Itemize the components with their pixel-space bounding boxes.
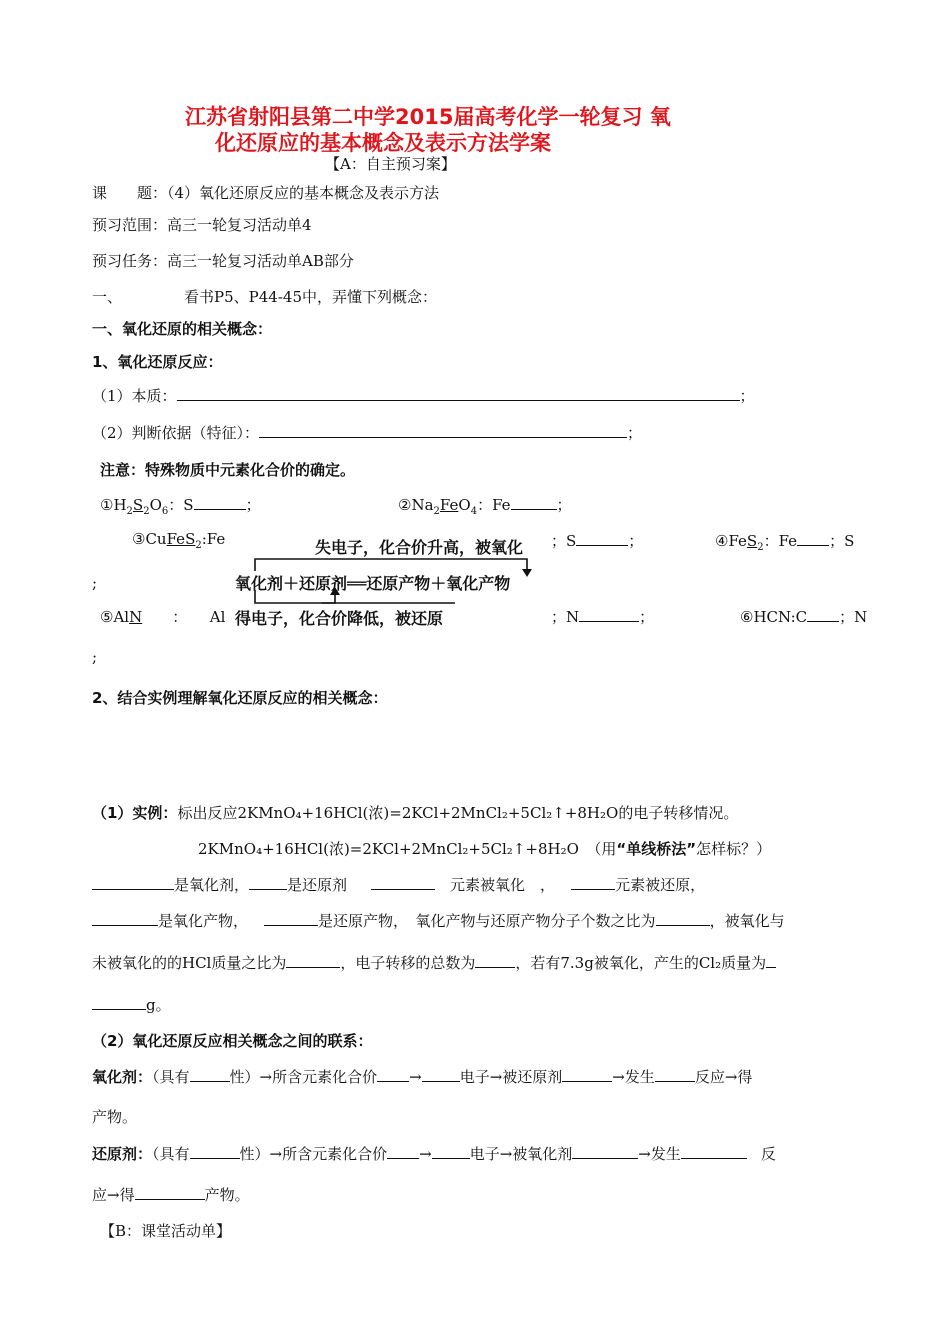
item-3: ③CuFeS$_2$:Fe: [132, 530, 226, 551]
oxidant-agent-blank[interactable]: [562, 1067, 612, 1082]
item-6: ⑥HCN:C ；N: [740, 608, 868, 626]
item-5: ⑤AlN ： Al: [100, 608, 226, 626]
item-3-s: ；S ；: [551, 532, 644, 550]
reductant-agent-blank[interactable]: [572, 1144, 638, 1159]
topic-row: [92, 182, 439, 203]
mass-ratio-blank[interactable]: [286, 953, 340, 968]
read-text: 看书P5、P44-45中，弄懂下列概念：: [184, 288, 437, 306]
basis-label: （2）判断依据（特征）：: [92, 424, 260, 442]
item-1-blank[interactable]: [194, 495, 246, 510]
example-text: 标出反应2KMnO₄+16HCl(浓)=2KCl+2MnCl₂+5Cl₂↑+8H₂O的电子转移情况。: [177, 804, 739, 822]
essence-label: （1）本质：: [92, 387, 177, 405]
reductant-product-blank[interactable]: [135, 1185, 205, 1200]
reduction-product-blank[interactable]: [264, 911, 318, 926]
example-label: （1）实例：: [92, 804, 178, 822]
reductant-electron-blank[interactable]: [432, 1144, 470, 1159]
ratio-blank[interactable]: [656, 911, 710, 926]
task-text: 高三一轮复习活动单AB部分: [167, 252, 354, 270]
task-label: 预习任务：: [92, 252, 168, 270]
fill-line-3: 未被氧化的的HCl质量之比为 ，电子转移的总数为 ，若有7.3g被氧化，产生的Cl₂质量为: [92, 952, 776, 973]
semicolon-2: ;: [92, 648, 98, 666]
oxidant-reaction-blank[interactable]: [655, 1067, 695, 1082]
oxidant-row-cont: 产物。: [92, 1108, 138, 1126]
title-line2: 化还原应的基本概念及表示方法学案: [215, 131, 551, 155]
basis-blank[interactable]: [259, 423, 627, 438]
item-5-n-blank[interactable]: [579, 607, 639, 622]
oxidant-valence-blank[interactable]: [377, 1067, 409, 1082]
diagram-top-label: 失电子，化合价升高，被氧化: [315, 538, 524, 557]
essence-blank[interactable]: [177, 386, 740, 401]
read-num: 一、: [92, 288, 123, 306]
item-2: $②Na_2FeO_4$：Fe ；: [398, 496, 572, 517]
item-5-n: ；N ；: [551, 608, 655, 626]
cl2-mass-blank-a[interactable]: [766, 953, 776, 968]
oxidant-property-blank[interactable]: [190, 1067, 230, 1082]
reduced-element-blank[interactable]: [571, 875, 615, 890]
cl2-mass-blank[interactable]: [92, 995, 146, 1010]
item-4: ④FeS$_2$：Fe ；S: [715, 532, 855, 553]
basis-row: [92, 422, 642, 443]
reductant-reaction-blank[interactable]: [681, 1144, 747, 1159]
equation-row: 2KMnO₄+16HCl(浓)=2KCl+2MnCl₂+5Cl₂↑+8H₂O （用“单线桥法”怎样标？）: [198, 840, 772, 858]
reductant-property-blank[interactable]: [190, 1144, 240, 1159]
item-4-blank[interactable]: [797, 531, 829, 546]
section-a-heading: 【A：自主预习案】: [325, 155, 456, 173]
item-2-blank[interactable]: [511, 495, 557, 510]
heading-examples: 2、结合实例理解氧化还原反应的相关概念：: [92, 689, 388, 707]
heading-links: （2）氧化还原反应相关概念之间的联系：: [92, 1032, 373, 1050]
range-text: 高三一轮复习活动单4: [167, 216, 312, 234]
topic-text: （4）氧化还原反应的基本概念及表示方法: [167, 184, 440, 202]
reductant-row-cont: 应→得 产物。: [92, 1186, 250, 1204]
diagram-equation: 氧化剂＋还原剂══还原产物＋氧化产物: [235, 574, 511, 593]
note-text: 注意：特殊物质中元素化合价的确定。: [100, 461, 356, 479]
fill-line-1: 是氧化剂， 是还原剂 元素被氧化 ， 元素被还原，: [92, 874, 705, 895]
reductant-label: 还原剂：: [92, 1145, 153, 1163]
read-row: [92, 286, 437, 307]
oxidation-product-blank[interactable]: [92, 911, 158, 926]
semicolon-1: ;: [92, 574, 98, 592]
oxidant-label: 氧化剂：: [92, 1068, 153, 1086]
fill-line-2: 是氧化产物， 是还原产物， 氧化产物与还原产物分子个数之比为 ，被氧化与: [92, 910, 785, 931]
item-3-s-blank[interactable]: [576, 531, 628, 546]
redox-diagram: [230, 533, 540, 628]
item-6-blank[interactable]: [807, 607, 839, 622]
reductant-blank[interactable]: [249, 875, 287, 890]
electron-total-blank[interactable]: [475, 953, 515, 968]
title-line1: 江苏省射阳县第二中学2015届高考化学一轮复习 氧: [185, 105, 671, 129]
heading-redox: 1、氧化还原反应：: [92, 353, 223, 371]
reductant-row: 还原剂：（具有 性）→所含元素化合价 → 电子→被氧化剂 →发生 反: [92, 1145, 776, 1163]
range-row: [92, 214, 312, 235]
equation-text: 2KMnO₄+16HCl(浓)=2KCl+2MnCl₂+5Cl₂↑+8H₂O: [198, 840, 579, 858]
example-row: [92, 802, 738, 823]
range-label: 预习范围：: [92, 216, 168, 234]
essence-end: ；: [739, 387, 755, 405]
oxidant-row: 氧化剂：（具有 性）→所含元素化合价 → 电子→被还原剂 →发生 反应→得: [92, 1068, 753, 1086]
oxidant-blank[interactable]: [92, 875, 174, 890]
section-b-heading: 【B：课堂活动单】: [100, 1222, 232, 1240]
oxidized-element-blank[interactable]: [371, 875, 435, 890]
basis-end: ；: [627, 424, 643, 442]
diagram-bottom-label: 得电子，化合价降低，被还原: [235, 609, 444, 628]
essence-row: [92, 385, 755, 406]
fill-line-4: g。: [92, 994, 171, 1015]
item-1: $①H_2S_2O_6$：S ；: [100, 496, 261, 517]
task-row: [92, 250, 354, 271]
oxidant-electron-blank[interactable]: [422, 1067, 460, 1082]
reductant-valence-blank[interactable]: [387, 1144, 419, 1159]
heading-concepts: 一、氧化还原的相关概念：: [92, 320, 273, 338]
topic-label: 课 题：: [92, 184, 168, 202]
